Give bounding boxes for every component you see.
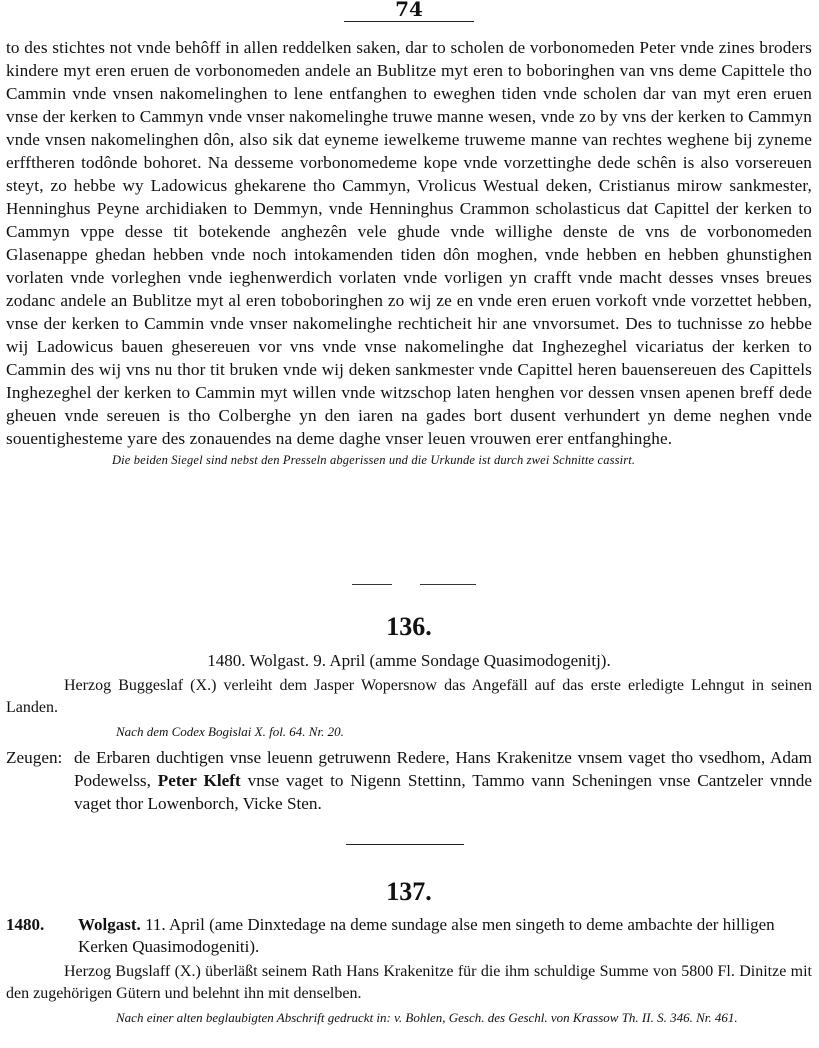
witness-list <box>74 746 812 815</box>
separator-rule <box>346 844 464 845</box>
charter-137-source <box>6 1008 812 1028</box>
charter-135-body: to des stichtes not vnde behôff in allen reddelken saken, dar to scholen de vorbonomeden Peter vnde zines broders kindere myt eren eruen de vorbonomeden andele an Bublitze myt eren to boboringhen van vns deme Capittele tho Cammin vnde vnsen nakomelinghen to lene entfanghen to eweghen tiden vnde scholen dar van myt eren eruen vnse der kerken to Cammyn vnde vnser nakomelinghe truwe manne wesen, vnde zo by vns der kerken to Cammyn vnde vnsen nakomelinghen dôn, also sik dat eyneme iewelkeme truweme manne van rechtes weghene bij zyneme erfftheren todônde bohoret. Na desseme vorbonomedeme kope vnde vorzettinghe dede schên is also vorsereuen steyt, zo hebbe wy Ladowicus ghekarene tho Cammyn, Vrolicus Westual deken, Cristianus mirow sankmester, Henninghus Peyne archidiaken to Demmyn, vnde Henninghus Crammon scholasticus dat Capittel der kerken to Cammyn vppe desse tit botekende anghezên vele ghude vnde willighe denste de vns de vorbonomeden Glasenappe ghedan hebben vnde noch intokamenden tiden dôn moghen, vnde hebben en hebben ghunstighen vorlaten vnde vorleghen vnde ieghenwerdich vorlaten vnde vorligen yn crafft vnde macht desses vnses breues zodanc andele an Bublitze myt al eren toboboringhen zo wij ze en vnde eren eruen vorkoft vnde vorzettet hebben, vnse der kerken to Cammin vnde vnser nakomelinghe rechticheit hir ane vnvorsumet. Des to tuchnisse zo hebbe wij Ladowicus bauen ghesereuen vor vns vnde vnse nakomelinghe dat Inghezeghel vicariatus der kerken to Cammin des wij vns nu thor tit bruken vnde wij deken sankmester vnde Capittel heren bauensereuen des Capittels Inghezeghel der kerken to Cammin myt willen vnde witzschop laten henghen vor dessen vnsen apenen breff dede gheuen vnde sereuen is tho Colberghe yn den iaren na gades bort dusent verhundert yn deme neghen vnde souentighesteme yare des zonauendes na deme daghe vnser leuen vrouwen erer entfanghinghe. <box>6 38 812 448</box>
witness-label: Zeugen: <box>6 748 63 767</box>
charter-136-witnesses <box>6 746 812 815</box>
charter-135-note: Die beiden Siegel sind nebst den Presseln abgerissen und die Urkunde ist durch zwei Schnitte cassirt. <box>112 453 636 467</box>
charter-137-date <box>6 914 812 958</box>
header-rule <box>344 21 474 22</box>
charter-137-summary <box>6 961 812 1005</box>
charter-137-summary-text: Herzog Bugslaff (X.) überläßt seinem Rath Hans Krakenitze für die ihm schuldige Summe von 5800 Fl. Dinitze mit den zugehörigen Gütern und belehnt ihn mit denselben. <box>6 963 812 1002</box>
charter-136-date: 1480. Wolgast. 9. April (amme Sondage Quasimodogenitj). <box>207 651 611 670</box>
charter-135-text <box>6 36 812 470</box>
charter-137-date-text: 11. April (ame Dinxtedage na deme sundage alse men singeth to deme ambachte der hilligen Kerken Quasimodogeniti). <box>78 915 775 956</box>
witness-list-part: de Erbaren duchtigen vnse leuenn getruwenn Redere, Hans Krakenitze vnsem vaget tho vsedhom, Adam Podewelss, <box>74 748 812 790</box>
separator-dash <box>352 584 392 585</box>
charter-137-date-rest <box>78 914 812 958</box>
charter-136-summary-text: Herzog Buggeslaf (X.) verleiht dem Jasper Wopersnow das Angefäll auf das erste erledigte Lehngut in seinen Landen. <box>6 677 812 716</box>
charter-136-source-text: Nach dem Codex Bogislai X. fol. 64. Nr. 20. <box>116 724 344 739</box>
charter-136-number: 136. <box>386 612 432 641</box>
charter-137-number: 137. <box>386 877 432 906</box>
charter-137-year: 1480. <box>6 915 45 934</box>
separator-dash <box>420 584 476 585</box>
witness-list-part: vnse vaget to Nigenn Stettinn, Tammo vann Scheningen vnse Cantzeler vnnde vaget thor Lowenborch, Vicke Sten. <box>74 771 812 813</box>
witness-highlight: Peter Kleft <box>157 771 241 790</box>
charter-137-source-text: Nach einer alten beglaubigten Abschrift gedruckt in: v. Bohlen, Gesch. des Geschl. von Krassow Th. II. S. 346. Nr. 461. <box>116 1010 738 1025</box>
charter-136-summary <box>6 675 812 719</box>
charter-137-place: Wolgast. <box>78 915 141 934</box>
page-number: 74 <box>395 0 423 21</box>
charter-136-source <box>6 722 812 742</box>
document-page <box>6 0 812 1048</box>
